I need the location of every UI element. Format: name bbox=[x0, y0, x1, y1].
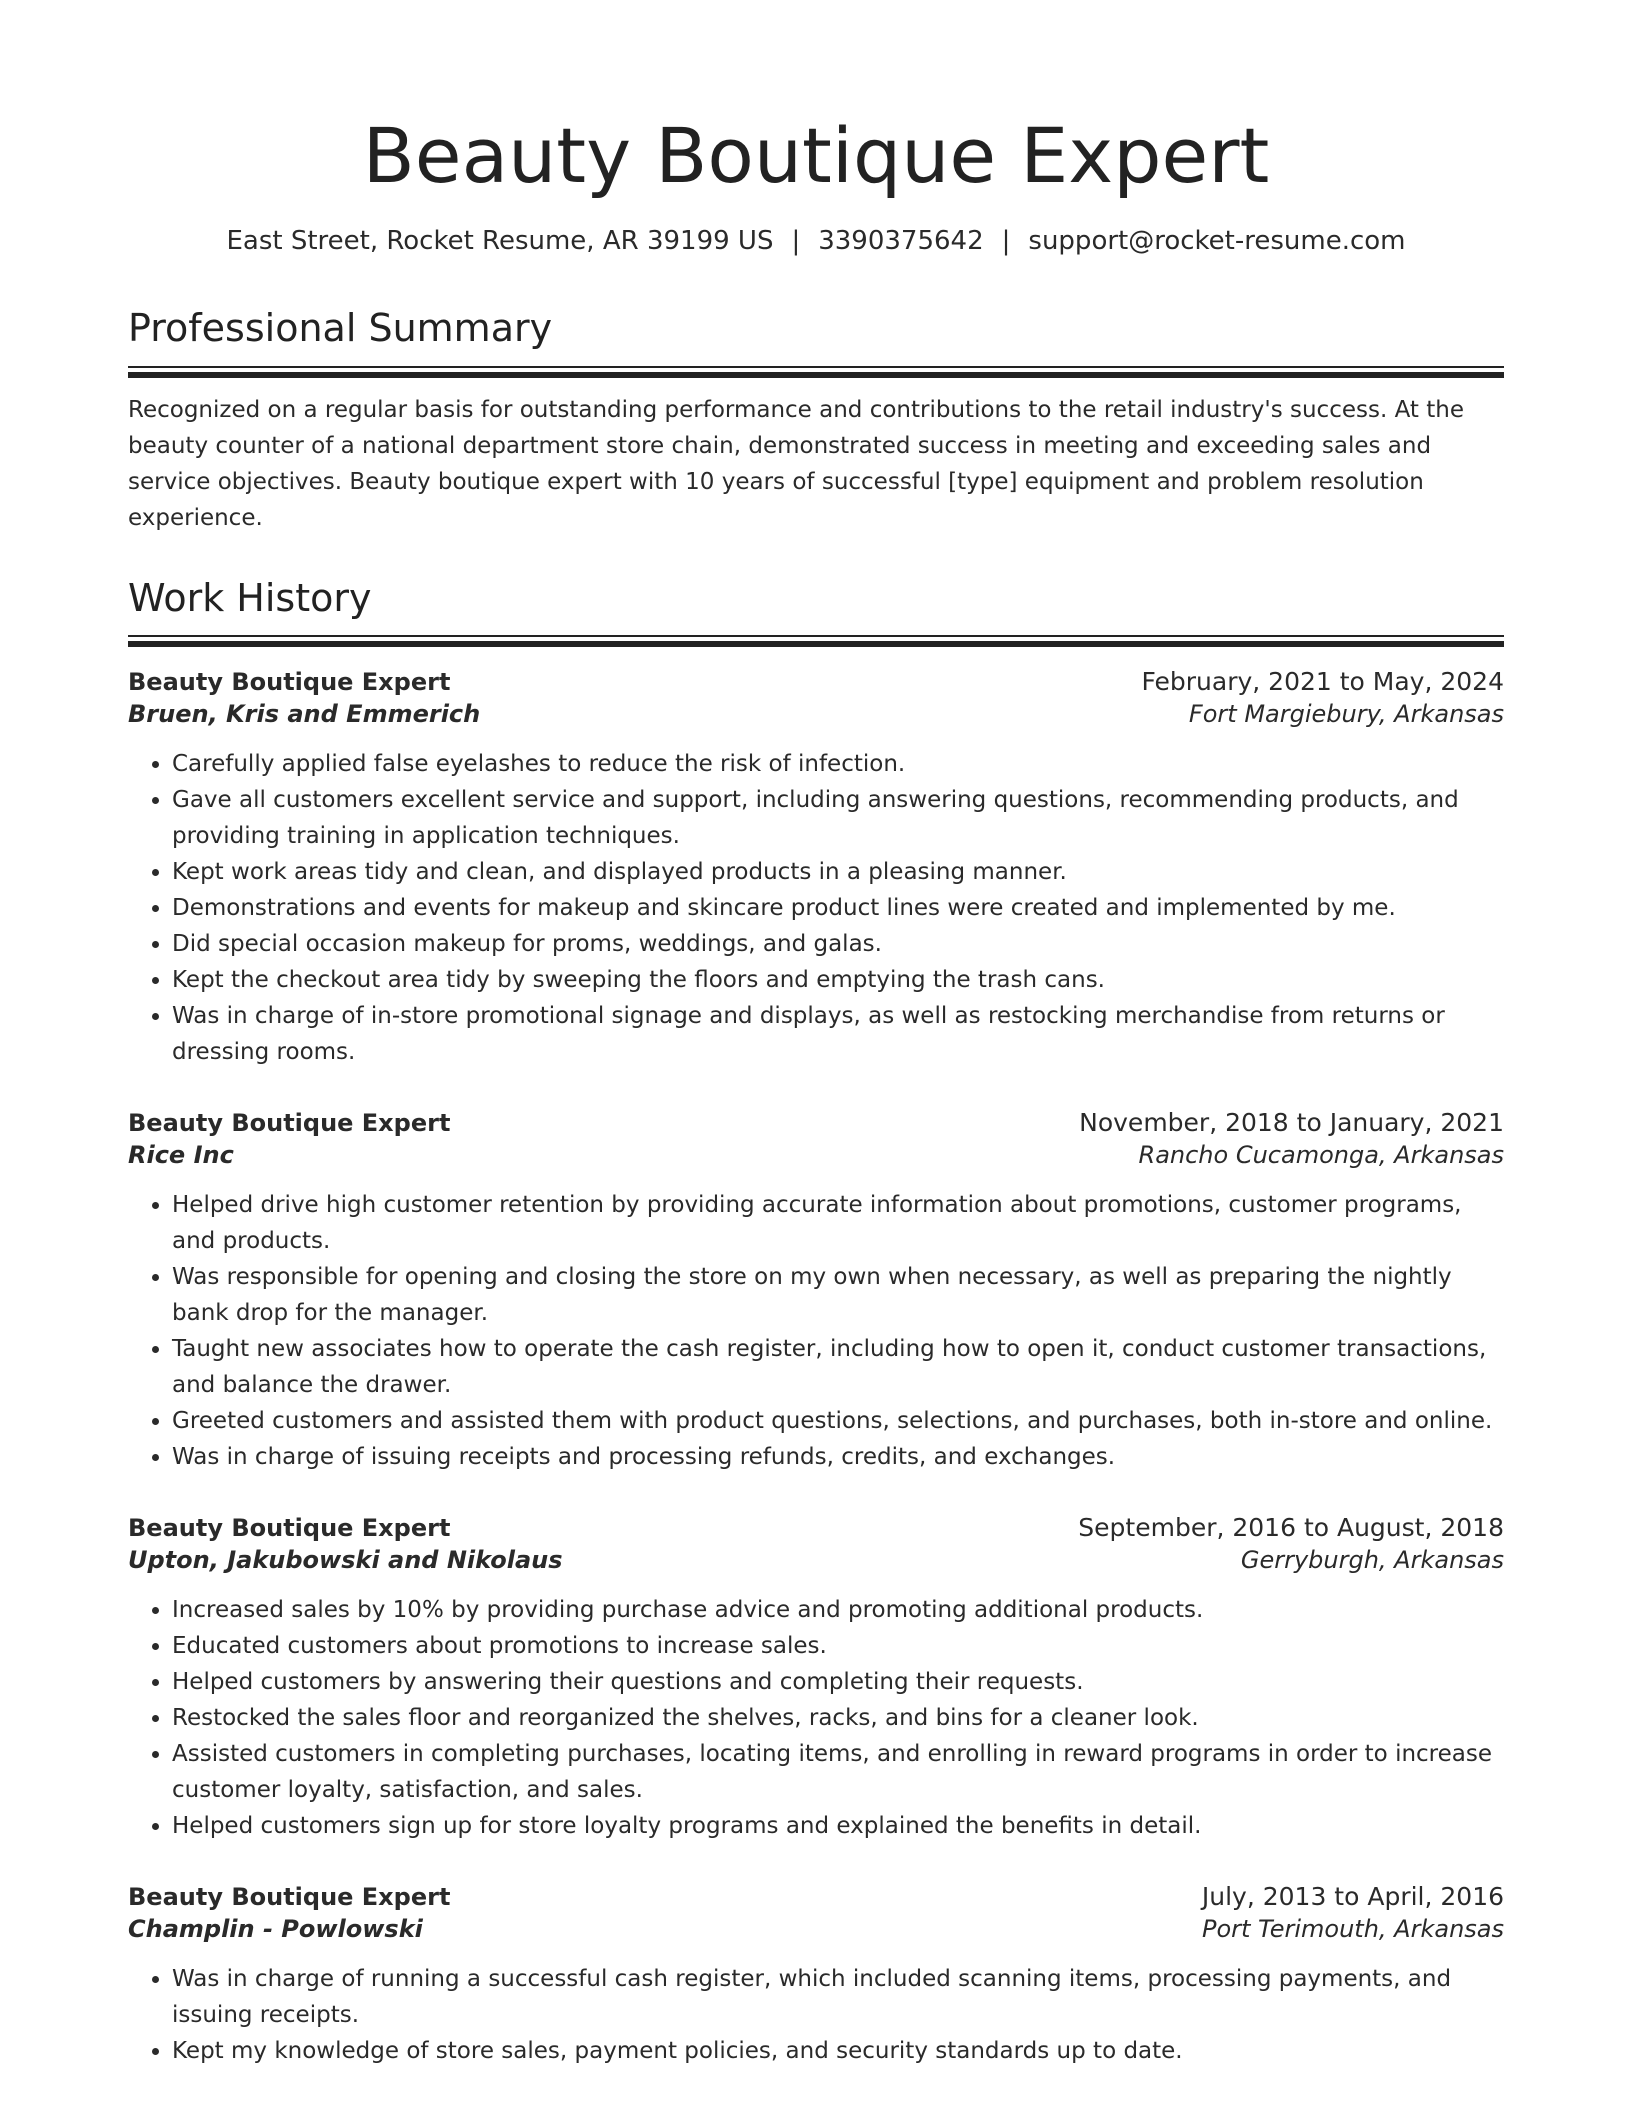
job-bullets bbox=[128, 1961, 1504, 2069]
job-company-row bbox=[128, 1546, 1504, 1574]
job-header-row bbox=[128, 667, 1504, 696]
address-text: East Street, Rocket Resume, AR 39199 US bbox=[226, 226, 774, 256]
job-header-row bbox=[128, 1513, 1504, 1542]
jobs-list bbox=[128, 667, 1504, 2069]
bullet-item: • Did special occasion makeup for proms, weddings, and galas. bbox=[172, 926, 1504, 962]
bullet-item: • Was in charge of in-store promotional signage and displays, as well as restocking merchandise from returns or dressing rooms. bbox=[172, 998, 1504, 1070]
job-dates: February, 2021 to May, 2024 bbox=[1141, 667, 1504, 697]
bullet-item: • Educated customers about promotions to increase sales. bbox=[172, 1628, 1504, 1664]
section-divider bbox=[128, 366, 1504, 378]
job-company-row bbox=[128, 1915, 1504, 1943]
section-divider bbox=[128, 635, 1504, 647]
job-entry bbox=[128, 1108, 1504, 1475]
job-bullets bbox=[128, 746, 1504, 1070]
job-bullets bbox=[128, 1592, 1504, 1844]
job-location: Gerryburgh, Arkansas bbox=[1240, 1546, 1504, 1575]
job-title: Beauty Boutique Expert bbox=[128, 1883, 451, 1912]
work-history-section bbox=[128, 576, 1504, 2070]
bullet-item: • Helped customers by answering their questions and completing their requests. bbox=[172, 1664, 1504, 1700]
job-entry bbox=[128, 1882, 1504, 2069]
candidate-name: Beauty Boutique Expert bbox=[362, 111, 1270, 200]
resume-page bbox=[128, 111, 1504, 2069]
job-company: Upton, Jakubowski and Nikolaus bbox=[128, 1546, 563, 1575]
section-title-summary: Professional Summary bbox=[128, 306, 553, 350]
job-location: Port Terimouth, Arkansas bbox=[1201, 1915, 1504, 1944]
bullet-item: • Kept the checkout area tidy by sweeping the floors and emptying the trash cans. bbox=[172, 962, 1504, 998]
separator: | bbox=[791, 226, 801, 256]
job-dates: July, 2013 to April, 2016 bbox=[1201, 1882, 1504, 1912]
job-company-row bbox=[128, 1141, 1504, 1169]
bullet-item: • Increased sales by 10% by providing purchase advice and promoting additional products. bbox=[172, 1592, 1504, 1628]
bullet-item: • Greeted customers and assisted them with product questions, selections, and purchases, both in-store and online. bbox=[172, 1403, 1504, 1439]
job-company-row bbox=[128, 700, 1504, 728]
bullet-item: • Kept my knowledge of store sales, payment policies, and security standards up to date. bbox=[172, 2033, 1504, 2069]
job-header-row bbox=[128, 1108, 1504, 1137]
job-dates: November, 2018 to January, 2021 bbox=[1079, 1108, 1504, 1138]
bullet-item: • Helped customers sign up for store loyalty programs and explained the benefits in detail. bbox=[172, 1808, 1504, 1844]
job-dates: September, 2016 to August, 2018 bbox=[1078, 1513, 1504, 1543]
job-bullets bbox=[128, 1187, 1504, 1475]
bullet-item: • Demonstrations and events for makeup and skincare product lines were created and implemented by me. bbox=[172, 890, 1504, 926]
bullet-item: • Was in charge of running a successful cash register, which included scanning items, processing payments, and issuing receipts. bbox=[172, 1961, 1504, 2033]
contact-line bbox=[128, 226, 1504, 256]
summary-section bbox=[128, 306, 1504, 536]
bullet-item: • Restocked the sales floor and reorganized the shelves, racks, and bins for a cleaner look. bbox=[172, 1700, 1504, 1736]
bullet-item: • Gave all customers excellent service and support, including answering questions, recommending products, and providing training in application techniques. bbox=[172, 782, 1504, 854]
job-company: Champlin - Powlowski bbox=[128, 1915, 423, 1944]
job-entry bbox=[128, 1513, 1504, 1844]
summary-text: Recognized on a regular basis for outstanding performance and contributions to the retail industry's success. At the beauty counter of a national department store chain, demonstrated success in meeting and exceeding sales and service objectives. Beauty boutique expert with 10 years of successful [type] equipment and problem resolution experience. bbox=[128, 396, 1464, 531]
bullet-item: • Kept work areas tidy and clean, and displayed products in a pleasing manner. bbox=[172, 854, 1504, 890]
job-company: Rice Inc bbox=[128, 1141, 234, 1170]
job-title: Beauty Boutique Expert bbox=[128, 668, 451, 697]
separator: | bbox=[1001, 226, 1011, 256]
bullet-item: • Assisted customers in completing purchases, locating items, and enrolling in reward programs in order to increase customer loyalty, satisfaction, and sales. bbox=[172, 1736, 1504, 1808]
job-title: Beauty Boutique Expert bbox=[128, 1514, 451, 1543]
section-title-work: Work History bbox=[128, 575, 372, 620]
job-header-row bbox=[128, 1882, 1504, 1911]
job-title: Beauty Boutique Expert bbox=[128, 1109, 451, 1138]
bullet-item: • Carefully applied false eyelashes to reduce the risk of infection. bbox=[172, 746, 1504, 782]
bullet-item: • Helped drive high customer retention by providing accurate information about promotions, customer programs, and products. bbox=[172, 1187, 1504, 1259]
bullet-item: • Was in charge of issuing receipts and processing refunds, credits, and exchanges. bbox=[172, 1439, 1504, 1475]
job-location: Rancho Cucamonga, Arkansas bbox=[1138, 1141, 1504, 1170]
email-link[interactable]: support@rocket-resume.com bbox=[1028, 226, 1406, 256]
bullet-item: • Was responsible for opening and closing the store on my own when necessary, as well as preparing the nightly bank drop for the manager. bbox=[172, 1259, 1504, 1331]
phone-text: 3390375642 bbox=[818, 226, 984, 256]
job-company: Bruen, Kris and Emmerich bbox=[128, 700, 481, 729]
job-location: Fort Margiebury, Arkansas bbox=[1188, 700, 1504, 729]
job-entry bbox=[128, 667, 1504, 1070]
bullet-item: • Taught new associates how to operate the cash register, including how to open it, conduct customer transactions, and balance the drawer. bbox=[172, 1331, 1504, 1403]
